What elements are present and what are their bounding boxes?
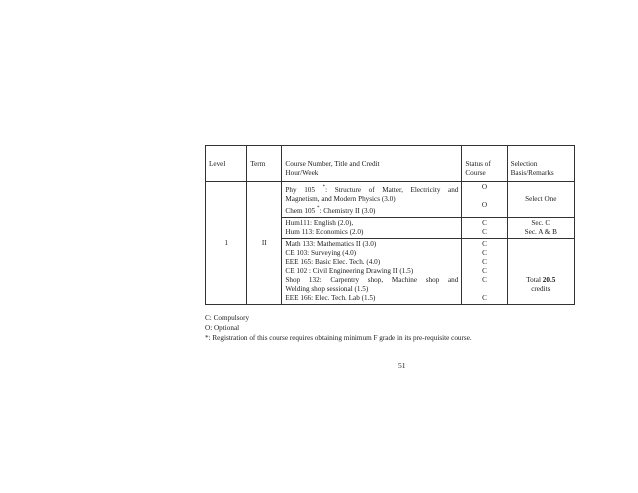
header-status-line2: Course bbox=[465, 169, 486, 177]
course-phy-line: Phy 105 *: Structure of Matter, Electricity and bbox=[285, 185, 459, 194]
course-cell-group3 bbox=[282, 239, 462, 305]
course-hum111: Hum111: English (2.0), bbox=[285, 219, 354, 227]
total-credits: Total 20.5 bbox=[526, 276, 556, 284]
selection-cell-group1: Select One bbox=[507, 182, 574, 218]
header-course-line1: Course Number, Title and Credit bbox=[285, 160, 380, 168]
footnotes bbox=[205, 313, 472, 343]
course-ce103: CE 103: Surveying (4.0) bbox=[285, 249, 357, 257]
header-status-line1: Status of bbox=[465, 160, 491, 168]
selection-cell-group2 bbox=[507, 218, 574, 239]
status-cell-group1 bbox=[462, 182, 507, 218]
status-value: O bbox=[481, 201, 488, 209]
status-value: C bbox=[482, 294, 487, 302]
status-value: C bbox=[482, 240, 487, 248]
term-cell: II bbox=[247, 182, 282, 305]
selection-sec-ab: Sec. A & B bbox=[524, 228, 557, 236]
course-shop132: Shop 132: Carpentry shop, Machine shop and bbox=[285, 276, 459, 284]
status-value: C bbox=[482, 267, 487, 275]
status-value: C bbox=[482, 219, 487, 227]
note-compulsory: C: Compulsory bbox=[205, 314, 250, 322]
header-selection-line1: Selection bbox=[510, 160, 538, 168]
level-cell: 1 bbox=[206, 182, 247, 305]
note-optional: O: Optional bbox=[205, 324, 240, 332]
course-ce102: CE 102 : Civil Engineering Drawing II (1.5) bbox=[285, 267, 414, 275]
course-eee166: EEE 166: Elec. Tech. Lab (1.5) bbox=[285, 294, 376, 302]
status-value: C bbox=[482, 276, 487, 284]
status-cell-group2 bbox=[462, 218, 507, 239]
course-table bbox=[205, 145, 575, 305]
page-number: 51 bbox=[398, 361, 406, 370]
selection-cell-group3 bbox=[507, 239, 574, 305]
header-course bbox=[282, 146, 462, 182]
course-math133: Math 133: Mathematics II (3.0) bbox=[285, 240, 377, 248]
total-credits-unit: credits bbox=[531, 285, 551, 293]
header-selection bbox=[507, 146, 574, 182]
status-value: C bbox=[482, 228, 487, 236]
header-status bbox=[462, 146, 507, 182]
selection-sec-c: Sec. C bbox=[531, 219, 551, 227]
course-hum113: Hum 113: Economics (2.0) bbox=[285, 228, 364, 236]
course-cell-group1 bbox=[282, 182, 462, 218]
status-value: C bbox=[482, 258, 487, 266]
course-shop132-cont: Welding shop sessional (1.5) bbox=[285, 285, 369, 293]
course-eee165: EEE 165: Basic Elec. Tech. (4.0) bbox=[285, 258, 381, 266]
status-value: C bbox=[482, 249, 487, 257]
status-cell-group3 bbox=[462, 239, 507, 305]
header-selection-line2: Basis/Remarks bbox=[510, 169, 554, 177]
header-level: Level bbox=[206, 146, 247, 182]
table-row bbox=[206, 182, 575, 218]
table-header-row bbox=[206, 146, 575, 182]
course-cell-group2 bbox=[282, 218, 462, 239]
note-prerequisite: *: Registration of this course requires obtaining minimum F grade in its pre-requisite course. bbox=[205, 334, 472, 342]
header-term: Term bbox=[247, 146, 282, 182]
course-phy-line2: Magnetism, and Modern Physics (3.0) bbox=[285, 195, 396, 203]
header-course-line2: Hour/Week bbox=[285, 169, 319, 177]
course-chem-line: Chem 105 *: Chemistry II (3.0) bbox=[285, 206, 376, 215]
status-value: O bbox=[481, 183, 488, 191]
